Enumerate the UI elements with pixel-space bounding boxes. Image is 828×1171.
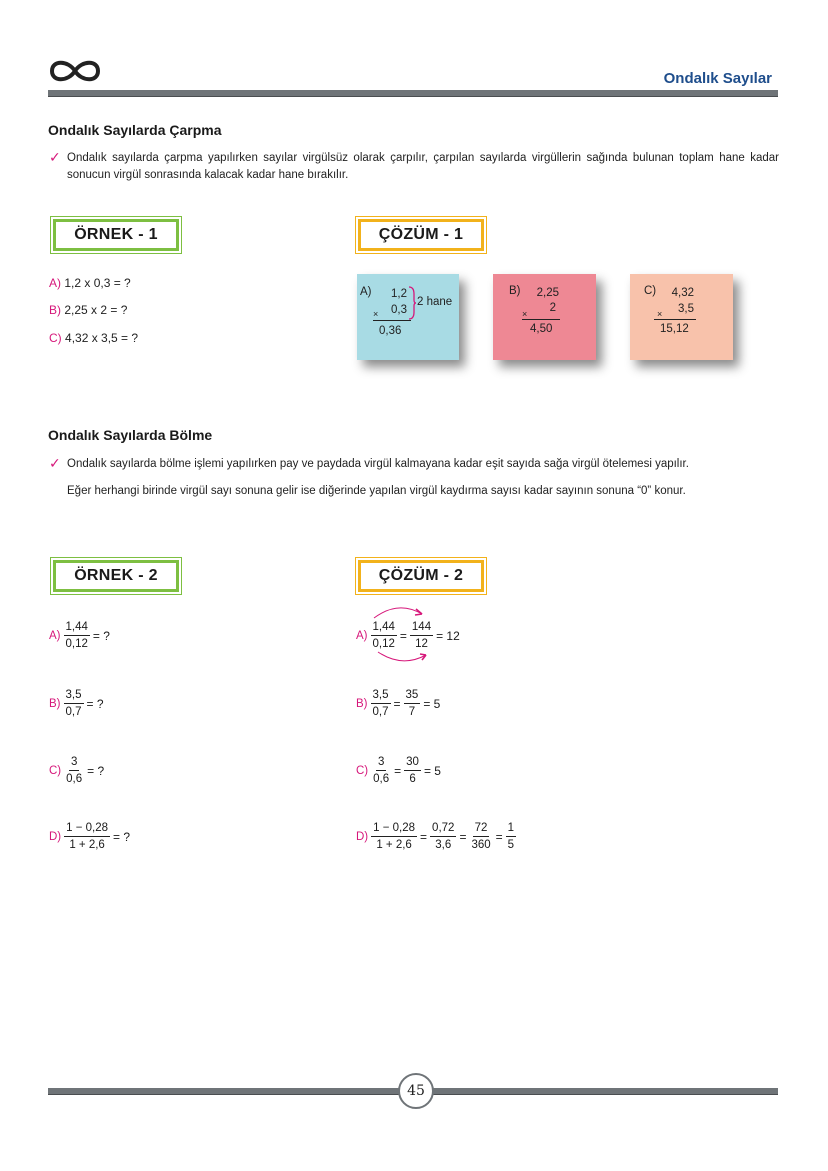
solution-2a [356, 620, 463, 651]
section-title-multiplication: Ondalık Sayılarda Çarpma [48, 122, 222, 138]
equals-sign: = [495, 829, 503, 844]
equals-sign: = [459, 829, 467, 844]
solution-2d [356, 821, 516, 852]
solution-note-c [630, 274, 733, 360]
denominator: 5 [507, 839, 515, 851]
numerator: 3 [69, 755, 79, 771]
question-letter: C) [49, 764, 62, 777]
numerator: 35 [404, 688, 421, 704]
division-rule [49, 455, 779, 473]
equals-sign: = [394, 763, 402, 778]
question-text: 2,25 x 2 = ? [64, 303, 128, 317]
multiplication-rule [49, 149, 779, 184]
note-multiplicand: 1,2 [391, 288, 407, 300]
numerator: 0,72 [430, 821, 456, 837]
fraction [371, 620, 397, 651]
equals-sign: = [393, 696, 401, 711]
equals-sign: = [420, 829, 428, 844]
note-multiplicand: 2,25 [536, 287, 559, 299]
note-multiplier: 2 [549, 302, 556, 314]
question-letter: A) [49, 629, 61, 642]
equals-sign: = [399, 628, 407, 643]
division-rule-text: Ondalık sayılarda bölme işlemi yapılırken pay ve paydada virgül kalmayana kadar eşit sayıda sağa virgül ötelemesi yapılır. [67, 458, 689, 470]
note-multiplicand: 4,32 [671, 287, 694, 299]
note-multiplier: 0,3 [391, 304, 407, 316]
fraction [64, 620, 90, 651]
fraction [371, 755, 391, 786]
fraction [64, 755, 84, 786]
question-text: 1,2 x 0,3 = ? [64, 276, 131, 290]
solution-note-a [357, 274, 459, 360]
multiplication-rule-text: Ondalık sayılarda çarpma yapılırken sayılar virgülsüz olarak çarpılır, çarpılan sayılarda virgüllerin sağında bulunan toplam hane kadar sonucun virgül sonrasında kalacak kadar hane bırakılır. [67, 152, 779, 181]
example-2-label: ÖRNEK - 2 [53, 560, 179, 592]
infinity-icon [48, 56, 102, 86]
denominator: 12 [415, 638, 428, 650]
solution-1-label: ÇÖZÜM - 1 [358, 219, 484, 251]
question-1b [49, 303, 127, 317]
numerator: 72 [473, 821, 490, 837]
solution-letter: A) [356, 629, 368, 642]
solution-2c [356, 755, 444, 786]
note-letter: A) [360, 286, 372, 298]
numerator: 1,44 [64, 620, 90, 636]
solution-result: = 12 [436, 628, 460, 643]
question-2a [49, 620, 113, 651]
question-text: 4,32 x 3,5 = ? [65, 331, 139, 345]
solution-result: = 5 [423, 763, 441, 778]
question-letter: C) [49, 331, 62, 345]
section-title-division: Ondalık Sayılarda Bölme [48, 427, 213, 443]
solution-note-b [493, 274, 596, 360]
denominator: 3,6 [435, 839, 452, 851]
numerator: 1 − 0,28 [371, 821, 417, 837]
question-letter: B) [49, 697, 61, 710]
numerator: 3,5 [371, 688, 391, 704]
note-letter: C) [644, 285, 657, 297]
numerator: 1,44 [371, 620, 397, 636]
brace-icon [408, 286, 416, 320]
denominator: 1 + 2,6 [69, 839, 105, 851]
note-result: 15,12 [660, 323, 689, 335]
example-1-label: ÖRNEK - 1 [53, 219, 179, 251]
fraction [371, 821, 417, 852]
numerator: 30 [404, 755, 421, 771]
page-number: 45 [398, 1073, 434, 1109]
digit-count-note: 2 hane [417, 296, 453, 308]
denominator: 0,6 [66, 773, 83, 785]
question-2b [49, 688, 107, 719]
note-result: 4,50 [530, 323, 553, 335]
division-rule-2: Eğer herhangi birinde virgül sayı sonuna gelir ise diğerinde yapılan virgül kaydırma sayısı kadar sayının sonuna “0” konur. [67, 485, 686, 497]
times-symbol: × [522, 309, 528, 319]
denominator: 1 + 2,6 [376, 839, 412, 851]
denominator: 0,12 [372, 638, 395, 650]
note-letter: B) [509, 285, 521, 297]
fraction [371, 688, 391, 719]
question-rest: = ? [86, 696, 104, 711]
sum-line [373, 320, 411, 321]
solution-letter: C) [356, 764, 369, 777]
question-rest: = ? [92, 628, 110, 643]
fraction [64, 821, 110, 852]
numerator: 1 − 0,28 [64, 821, 110, 837]
denominator: 0,12 [65, 638, 88, 650]
question-2d [49, 821, 133, 852]
sum-line [522, 319, 560, 320]
header-divider [48, 90, 778, 97]
solution-2-label: ÇÖZÜM - 2 [358, 560, 484, 592]
numerator: 1 [506, 821, 516, 837]
note-result: 0,36 [379, 325, 402, 337]
solution-letter: B) [356, 697, 368, 710]
denominator: 6 [409, 773, 416, 785]
question-rest: = ? [87, 763, 105, 778]
solution-result: = 5 [423, 696, 441, 711]
denominator: 0,6 [373, 773, 390, 785]
question-letter: B) [49, 303, 61, 317]
solution-2b [356, 688, 443, 719]
question-rest: = ? [113, 829, 131, 844]
question-letter: D) [49, 830, 62, 843]
question-1c [49, 331, 138, 345]
times-symbol: × [657, 309, 663, 319]
numerator: 3 [376, 755, 386, 771]
denominator: 0,7 [65, 706, 82, 718]
denominator: 360 [471, 839, 491, 851]
question-letter: A) [49, 276, 61, 290]
denominator: 7 [408, 706, 416, 718]
checkmark-icon: ✓ [49, 149, 61, 165]
question-2c [49, 755, 107, 786]
question-1a [49, 276, 131, 290]
numerator: 3,5 [64, 688, 84, 704]
solution-letter: D) [356, 830, 369, 843]
fraction [410, 620, 433, 651]
times-symbol: × [373, 309, 379, 319]
fraction [64, 688, 84, 719]
checkmark-icon: ✓ [49, 455, 61, 471]
note-multiplier: 3,5 [678, 303, 694, 315]
chapter-title: Ondalık Sayılar [663, 70, 772, 87]
numerator: 144 [410, 620, 433, 636]
fraction [404, 755, 421, 786]
fraction [469, 821, 492, 852]
fraction [404, 688, 421, 719]
fraction [506, 821, 516, 852]
fraction [430, 821, 456, 852]
sum-line [654, 319, 696, 320]
denominator: 0,7 [372, 706, 389, 718]
